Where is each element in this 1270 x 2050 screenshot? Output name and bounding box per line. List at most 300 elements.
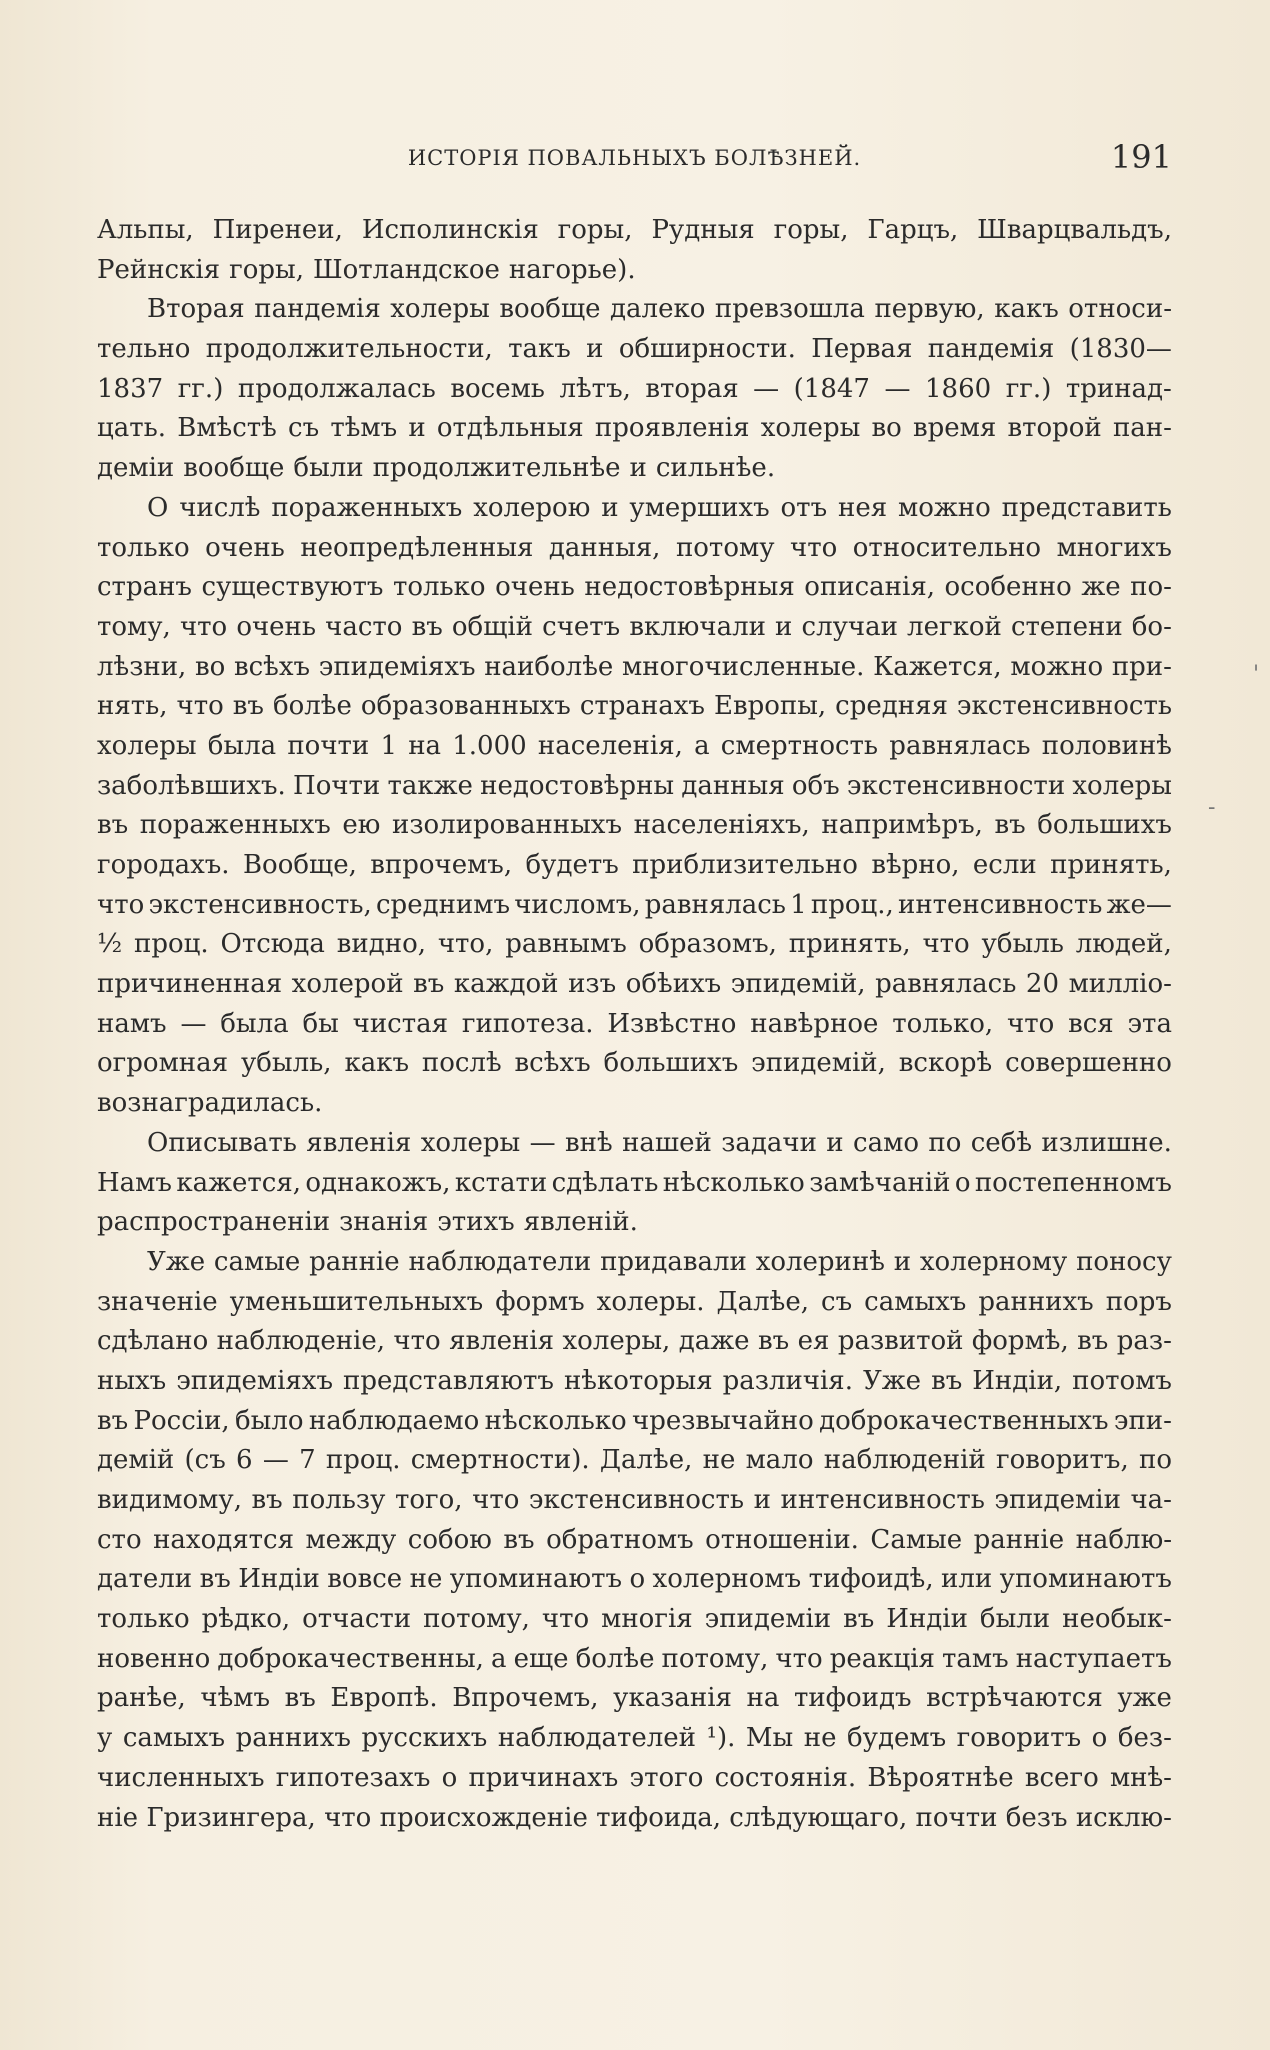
word: излишне. (1041, 1127, 1172, 1158)
word: О (147, 492, 169, 523)
word: холеры (1072, 770, 1172, 801)
word: изолированныхъ (392, 810, 623, 841)
text-line (97, 330, 1172, 370)
word: гг.) (1005, 373, 1052, 404)
word: неопредѣленныя (300, 532, 534, 563)
word: числѣ (179, 492, 261, 523)
word: намъ (97, 1008, 167, 1039)
body-text (97, 211, 1172, 1838)
word: встрѣчаются (926, 1683, 1103, 1714)
word: можно (897, 492, 991, 523)
word: проц., (810, 889, 894, 920)
word: задачи (721, 1127, 817, 1158)
word: людей, (1075, 929, 1172, 960)
word: пораженныхъ (271, 492, 463, 523)
word: интенсивность (780, 1485, 985, 1515)
text-line (97, 211, 1172, 251)
word: образованныхъ (360, 691, 571, 722)
word: превзошла (714, 294, 865, 325)
word: общій (451, 611, 534, 642)
word: явленія (306, 1127, 412, 1158)
word: случаи (801, 611, 898, 642)
word: второй (1007, 413, 1102, 444)
word: явленій. (523, 1207, 638, 1238)
word: описанія, (804, 572, 935, 603)
word: демій (97, 1445, 175, 1476)
word: исклю- (1075, 1802, 1172, 1833)
word: Рудныя (651, 215, 755, 245)
word: холерою (473, 492, 591, 523)
margin-mark: ' (1253, 662, 1260, 687)
word: вся (1068, 1008, 1114, 1039)
word: тифоидѣ, (808, 1564, 934, 1595)
word: развитой (837, 1326, 964, 1357)
word: нашей (622, 1127, 712, 1158)
margin-mark: - (1208, 795, 1216, 820)
word: потомъ (1072, 1365, 1172, 1396)
word: причинахъ (468, 1762, 619, 1793)
word: что (176, 691, 224, 722)
word: 1860 (925, 373, 992, 404)
word: сильнѣе. (655, 453, 776, 484)
word: такъ (508, 334, 571, 365)
word: Отсюда (220, 929, 325, 960)
word: большихъ (603, 1048, 739, 1079)
text-line (97, 1481, 1172, 1521)
word: не (803, 1723, 837, 1754)
word: милліо- (1068, 969, 1172, 1000)
word: холеры (390, 294, 490, 325)
text-line (97, 1640, 1172, 1680)
word: каждой (453, 969, 559, 1000)
word: лѣзни, (97, 651, 187, 682)
word: что (472, 1485, 520, 1515)
word: холеры (760, 413, 861, 444)
word: въ (251, 1485, 283, 1515)
word: равнялась (889, 730, 1031, 761)
word: въ (843, 1604, 875, 1635)
text-line (97, 1799, 1172, 1839)
text-line (97, 806, 1172, 846)
word: нять, (97, 691, 168, 722)
word: по- (1130, 572, 1172, 603)
text-line (97, 1441, 1172, 1481)
word: пользу (292, 1485, 386, 1515)
word: вообще (183, 453, 285, 484)
word: само (853, 1127, 919, 1158)
word: принять, (1050, 850, 1172, 880)
word: болѣе (272, 691, 352, 722)
text-line (97, 925, 1172, 965)
word: однакожъ, (305, 1167, 451, 1198)
word: горы, (773, 215, 849, 245)
word: нѣсколько (484, 1405, 627, 1436)
word: почти (915, 1802, 998, 1833)
word: представить (1001, 492, 1172, 523)
word: далеко (610, 294, 706, 325)
word: говоритъ (956, 1723, 1082, 1754)
word: что (790, 532, 838, 563)
word: огромная (97, 1048, 229, 1079)
text-line (97, 1044, 1172, 1084)
word: включали (629, 611, 766, 642)
word: съ (821, 1286, 853, 1317)
word: Гарцъ, (867, 215, 959, 245)
word: холеры. (596, 1286, 705, 1317)
word: недостовѣрныя (584, 572, 795, 603)
word: вообще (499, 294, 601, 325)
word: равнялась (875, 969, 1017, 1000)
word: того, (394, 1485, 463, 1515)
word: даже (678, 1326, 750, 1357)
word: многочисленные. (621, 651, 865, 682)
word: доброкачественныхъ (819, 1405, 1109, 1436)
word: видно, (336, 929, 426, 960)
word: или (941, 1564, 993, 1595)
word: сто (97, 1524, 142, 1555)
word: пан- (1112, 413, 1172, 444)
word: если (972, 850, 1037, 880)
word: новенно (97, 1643, 211, 1674)
word: наступаетъ (1015, 1643, 1172, 1674)
word: населеніяхъ, (633, 810, 810, 841)
word: Исполинскія (361, 215, 539, 245)
word: ранніе (309, 1246, 400, 1277)
word: нагорье). (508, 254, 636, 285)
word: и (601, 492, 619, 523)
word: рѣдко, (201, 1604, 291, 1635)
word: тифоида, (596, 1802, 721, 1833)
word: только, (892, 1008, 994, 1039)
word: половинѣ (1041, 730, 1172, 761)
word: знанія (339, 1207, 429, 1238)
word: нѣсколько (662, 1167, 805, 1198)
word: въ (411, 611, 443, 642)
text-line (97, 767, 1172, 807)
word: что (324, 1802, 372, 1833)
word: числомъ, (514, 889, 641, 920)
word: необык- (1062, 1604, 1172, 1635)
word: данныя (681, 770, 785, 801)
word: кстати (454, 1167, 548, 1198)
word: о (441, 1762, 458, 1793)
word: Шварцвальдъ, (977, 215, 1172, 245)
word: самые (213, 1246, 301, 1277)
word: вовсе (327, 1564, 403, 1595)
word: изъ (568, 969, 617, 1000)
word: гипотезахъ (275, 1762, 431, 1793)
word: будетъ (525, 850, 619, 880)
word: видимому, (97, 1485, 242, 1515)
word: совершенно (1005, 1048, 1172, 1079)
word: Вторая (147, 294, 245, 325)
word: же (1081, 572, 1121, 603)
word: 20 (1025, 969, 1060, 1000)
word: что, (437, 929, 494, 960)
word: Мы (745, 1723, 794, 1754)
word: въ (413, 969, 445, 1000)
word: мало (745, 1445, 814, 1476)
word: упоминаютъ (449, 1564, 623, 1595)
word: тринад- (1065, 373, 1172, 404)
word: холеры (420, 1127, 521, 1158)
word: холеринѣ (755, 1246, 885, 1277)
text-line (97, 568, 1172, 608)
word: ¹). (706, 1723, 736, 1754)
word: и (629, 453, 647, 484)
text-line (97, 1005, 1172, 1045)
word: въ (503, 1524, 535, 1555)
text-line (97, 1521, 1172, 1561)
word: не (409, 1564, 443, 1595)
word: а (694, 730, 710, 761)
word: придавали (600, 1246, 747, 1277)
word: отчасти (302, 1604, 412, 1635)
word: собою (407, 1524, 492, 1555)
word: сдѣлать (551, 1167, 659, 1198)
word: равнымъ (505, 929, 627, 960)
word: происхожденіе (379, 1802, 588, 1833)
word: всѣхъ (514, 1048, 591, 1079)
word: и (408, 413, 426, 444)
word: о (629, 1564, 646, 1595)
text-line (97, 1679, 1172, 1719)
text-line (97, 1322, 1172, 1362)
text-line (97, 1402, 1172, 1442)
word: Индіи (238, 1564, 320, 1595)
word: что (775, 1643, 823, 1674)
word: Далѣе, (716, 1286, 810, 1317)
text-line (97, 1719, 1172, 1759)
word: Европѣ. (330, 1683, 438, 1714)
word: себѣ (970, 1127, 1033, 1158)
word: странъ (97, 572, 192, 603)
word: ча- (1130, 1485, 1172, 1515)
word: Вообще, (242, 850, 357, 880)
word: 1 (790, 889, 807, 920)
word: различія. (722, 1365, 853, 1396)
word: Индіи, (972, 1365, 1063, 1396)
word: упоминаютъ (999, 1564, 1172, 1595)
word: эпидеміи (704, 1604, 832, 1635)
word: замѣчаній (809, 1167, 951, 1198)
word: (1847 (793, 373, 870, 404)
text-line (97, 290, 1172, 330)
word: восемь (450, 373, 545, 404)
word: Вѣроятнѣе (867, 1762, 1014, 1793)
word: многихъ (1056, 532, 1172, 563)
word: гг.) (177, 373, 224, 404)
word: Шотландское (312, 254, 500, 285)
word: датели (97, 1564, 193, 1595)
text-line (97, 608, 1172, 648)
word: уже (1117, 1683, 1172, 1714)
word: и (826, 1127, 844, 1158)
word: степени (1010, 611, 1123, 642)
word: равнялась (644, 889, 786, 920)
word: доброкачественны, (217, 1643, 484, 1674)
text-line (97, 251, 1172, 291)
word: вознаградилась. (97, 1088, 323, 1119)
word: потому, (661, 1643, 769, 1674)
word: состоянія. (714, 1762, 857, 1793)
word: навѣрное (750, 1008, 879, 1039)
word: холерномъ (652, 1564, 802, 1595)
word: цать. (97, 413, 167, 444)
word: въ (232, 691, 264, 722)
word: въ (758, 1326, 790, 1357)
word: въ (97, 1405, 129, 1436)
word: Намъ (97, 1167, 172, 1198)
word: ніе (97, 1802, 139, 1833)
word: поръ (1105, 1286, 1172, 1317)
word: — (180, 1008, 207, 1039)
word: самыхъ (864, 1286, 967, 1317)
word: продолжительнѣе (372, 453, 621, 484)
word: была (207, 730, 277, 761)
text-line (97, 1362, 1172, 1402)
word: что (97, 889, 145, 920)
word: часто (325, 611, 403, 642)
word: первую, (874, 294, 985, 325)
word: о (954, 1167, 971, 1198)
word: численныхъ (97, 1762, 265, 1793)
text-line (97, 1084, 1172, 1124)
word: значеніе (97, 1286, 218, 1317)
word: были (979, 1604, 1051, 1635)
text-line (97, 1243, 1172, 1283)
word: лѣтъ, (559, 373, 631, 404)
word: бы (302, 1008, 339, 1039)
word: Уже (147, 1246, 206, 1277)
word: принять, (788, 929, 911, 960)
word: напримѣръ, (821, 810, 983, 841)
text-line (97, 409, 1172, 449)
word: холеры (97, 730, 197, 761)
word: городахъ. (97, 850, 230, 880)
word: и (586, 334, 604, 365)
word: ранніе (973, 1524, 1065, 1555)
word: формѣ, (971, 1326, 1069, 1357)
word: экстенсивность (956, 691, 1172, 722)
word: этихъ (437, 1207, 515, 1238)
word: ныхъ (97, 1365, 167, 1396)
word: пандемія (254, 294, 381, 325)
word: какъ (994, 294, 1059, 325)
word: ея (797, 1326, 830, 1357)
word: въ (1077, 1326, 1109, 1357)
word: наблюдаемо (308, 1405, 480, 1436)
word: слѣдующаго, (729, 1802, 908, 1833)
text-line (97, 687, 1172, 727)
word: Рейнскія (97, 254, 221, 285)
word: холерой (291, 969, 404, 1000)
word: наблюденій (823, 1445, 986, 1476)
word: указанія (613, 1683, 732, 1714)
text-line (97, 886, 1172, 926)
word: также (387, 770, 473, 801)
word: было (235, 1405, 304, 1436)
word: бо- (1131, 611, 1172, 642)
word: Впрочемъ, (452, 1683, 599, 1714)
text-line (97, 370, 1172, 410)
word: экстенсивность (528, 1485, 745, 1515)
word: Почти (293, 770, 381, 801)
word: очень (236, 611, 317, 642)
word: мнѣ- (1109, 1762, 1172, 1793)
word: экстенсивности (846, 770, 1066, 801)
word: по (928, 1127, 962, 1158)
word: уменьшительныхъ (229, 1286, 484, 1317)
word: говоритъ, (996, 1445, 1129, 1476)
word: без- (1117, 1723, 1172, 1754)
word: и (893, 1246, 912, 1277)
word: относительно (852, 532, 1042, 563)
word: Первая (811, 334, 913, 365)
word: вскорѣ (898, 1048, 993, 1079)
word: ½ (97, 929, 123, 960)
word: тифоидъ (793, 1683, 912, 1714)
word: интенсивность (898, 889, 1103, 920)
word: смертность (720, 730, 879, 761)
page-header (97, 138, 1172, 178)
word: по (1138, 1445, 1172, 1476)
word: экстенсивность, (148, 889, 372, 920)
word: потому (675, 532, 775, 563)
word: находятся (153, 1524, 294, 1555)
word: 1 (380, 730, 397, 761)
text-line (97, 489, 1172, 529)
word: проявленія (594, 413, 750, 444)
word: Индіи (886, 1604, 968, 1635)
word: же— (1106, 889, 1172, 920)
word: Вмѣстѣ (177, 413, 277, 444)
word: наблюденіе, (216, 1326, 385, 1357)
word: о (1091, 1723, 1108, 1754)
word: горы, (229, 254, 304, 285)
word: отдѣльныя (436, 413, 584, 444)
word: обратномъ (546, 1524, 694, 1555)
word: нея (837, 492, 888, 523)
word: проц. (325, 1445, 401, 1476)
word: тѣмъ (330, 413, 398, 444)
word: кажется, (176, 1167, 301, 1198)
word: счетъ (542, 611, 621, 642)
word: а (490, 1643, 507, 1674)
word: постепенномъ (974, 1167, 1172, 1198)
word: 1.000 (452, 730, 527, 761)
word: среднимъ (376, 889, 511, 920)
word: приблизительно (632, 850, 858, 880)
text-line (97, 1600, 1172, 1640)
word: почти (287, 730, 370, 761)
word: 1837 (97, 373, 164, 404)
word: раннихъ (235, 1723, 351, 1754)
word: проц. (134, 929, 209, 960)
word: явленія (449, 1326, 555, 1357)
word: Описывать (147, 1127, 297, 1158)
word: пандемія (927, 334, 1055, 365)
word: очень (205, 532, 285, 563)
word: гипотеза. (461, 1008, 594, 1039)
word: смертности). (410, 1445, 590, 1476)
word: всего (1024, 1762, 1099, 1793)
word: холеры, (562, 1326, 671, 1357)
word: существуютъ (201, 572, 384, 603)
word: эпидеміи (994, 1485, 1121, 1515)
word: и (753, 1485, 771, 1515)
word: русскихъ (361, 1723, 488, 1754)
